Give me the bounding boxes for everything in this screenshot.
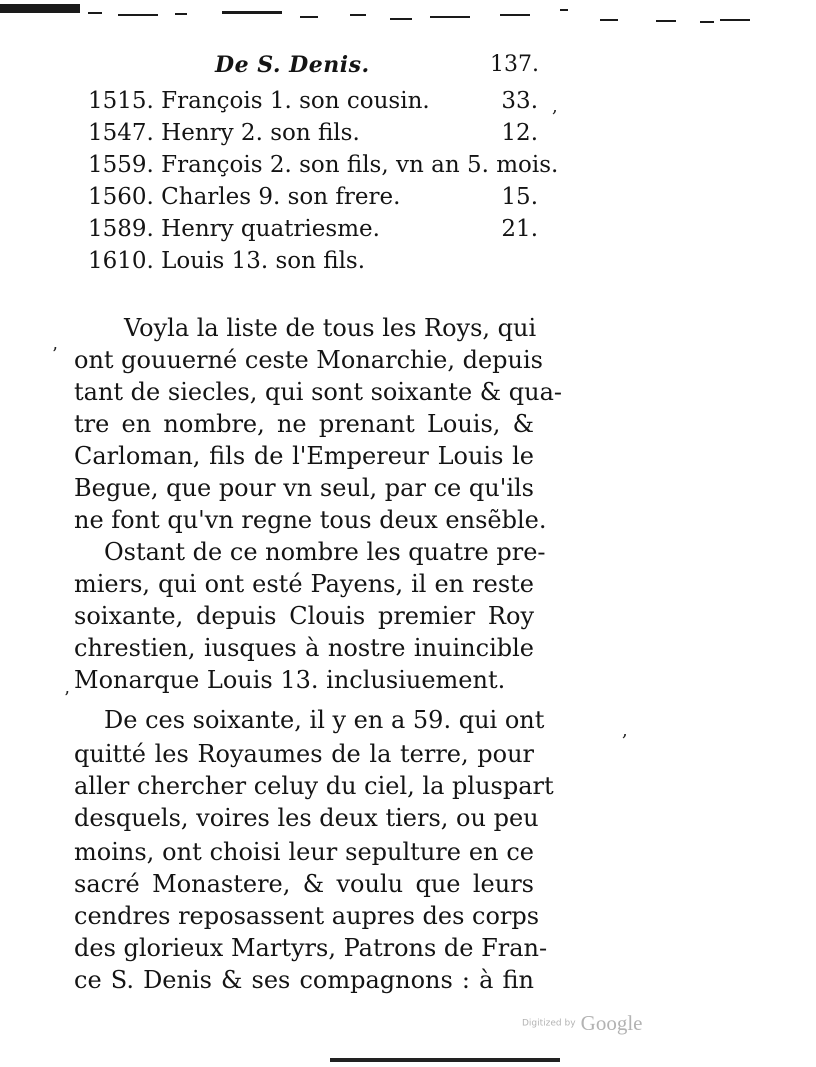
running-head: De S. Denis. xyxy=(215,52,370,78)
roll-years: 12. xyxy=(501,120,538,146)
roll-row xyxy=(0,248,816,280)
paragraph-line: ne font qu'vn regne tous deux ensẽble. xyxy=(74,506,547,534)
roll-row xyxy=(0,88,816,120)
watermark-brand: Google xyxy=(580,1011,643,1035)
roll-entry: 1560. Charles 9. son frere. xyxy=(88,184,401,210)
paragraph-line: des glorieux Martyrs, Patrons de Fran- xyxy=(74,934,548,962)
roll-entry: 1559. François 2. son fils, vn an 5. mois. xyxy=(88,152,559,178)
bottom-page-edge xyxy=(330,1058,560,1062)
paragraph-line: tre en nombre, ne prenant Louis, & xyxy=(74,410,534,438)
roll-row xyxy=(0,152,816,184)
paragraph-line: desquels, voires les deux tiers, ou peu xyxy=(74,804,539,832)
paragraph-line: soixante, depuis Clouis premier Roy xyxy=(74,602,534,630)
top-page-edge xyxy=(0,0,816,34)
margin-speck-icon: ’ xyxy=(52,344,58,365)
paragraph-line: chrestien, iusques à nostre inuincible xyxy=(74,634,534,662)
paragraph-line: tant de siecles, qui sont soixante & qua- xyxy=(74,378,563,406)
margin-speck-icon: , xyxy=(552,96,558,117)
page-number: 137. xyxy=(490,52,539,77)
paragraph-line: Begue, que pour vn seul, par ce qu'ils xyxy=(74,474,534,502)
paragraph-line: De ces soixante, il y en a 59. qui ont xyxy=(104,706,545,734)
roll-years: 15. xyxy=(501,184,538,210)
watermark-prefix: Digitized by xyxy=(522,1018,576,1029)
roll-years: 21. xyxy=(501,216,538,242)
paragraph-line: quitté les Royaumes de la terre, pour xyxy=(74,740,534,768)
margin-speck-icon: ’ xyxy=(64,688,70,709)
paragraph-line: ce S. Denis & ses compagnons : à fin xyxy=(74,966,534,994)
roll-row xyxy=(0,216,816,248)
paragraph-line: cendres reposassent aupres des corps xyxy=(74,902,540,930)
paragraph-line: aller chercher celuy du ciel, la pluspart xyxy=(74,772,554,800)
margin-speck-icon: , xyxy=(622,720,628,741)
paragraph-line: moins, ont choisi leur sepulture en ce xyxy=(74,838,534,866)
paragraph-line: Carloman, fils de l'Empereur Louis le xyxy=(74,442,534,470)
roll-entry: 1547. Henry 2. son fils. xyxy=(88,120,360,146)
roll-entry: 1515. François 1. son cousin. xyxy=(88,88,430,114)
paragraph-line: miers, qui ont esté Payens, il en reste xyxy=(74,570,534,598)
roll-years: 33. xyxy=(501,88,538,114)
roll-row xyxy=(0,184,816,216)
paragraph-line: Voyla la liste de tous les Roys, qui xyxy=(124,314,537,342)
paragraph-line: Ostant de ce nombre les quatre pre- xyxy=(104,538,546,566)
paragraph-line: sacré Monastere, & voulu que leurs xyxy=(74,870,534,898)
paragraph-line: ont gouuerné ceste Monarchie, depuis xyxy=(74,346,543,374)
digitized-by-google-watermark xyxy=(522,1011,642,1036)
roll-entry: 1589. Henry quatriesme. xyxy=(88,216,380,242)
roll-row xyxy=(0,120,816,152)
paragraph-line: Monarque Louis 13. inclusiuement. xyxy=(74,666,506,694)
roll-entry: 1610. Louis 13. son fils. xyxy=(88,248,366,274)
